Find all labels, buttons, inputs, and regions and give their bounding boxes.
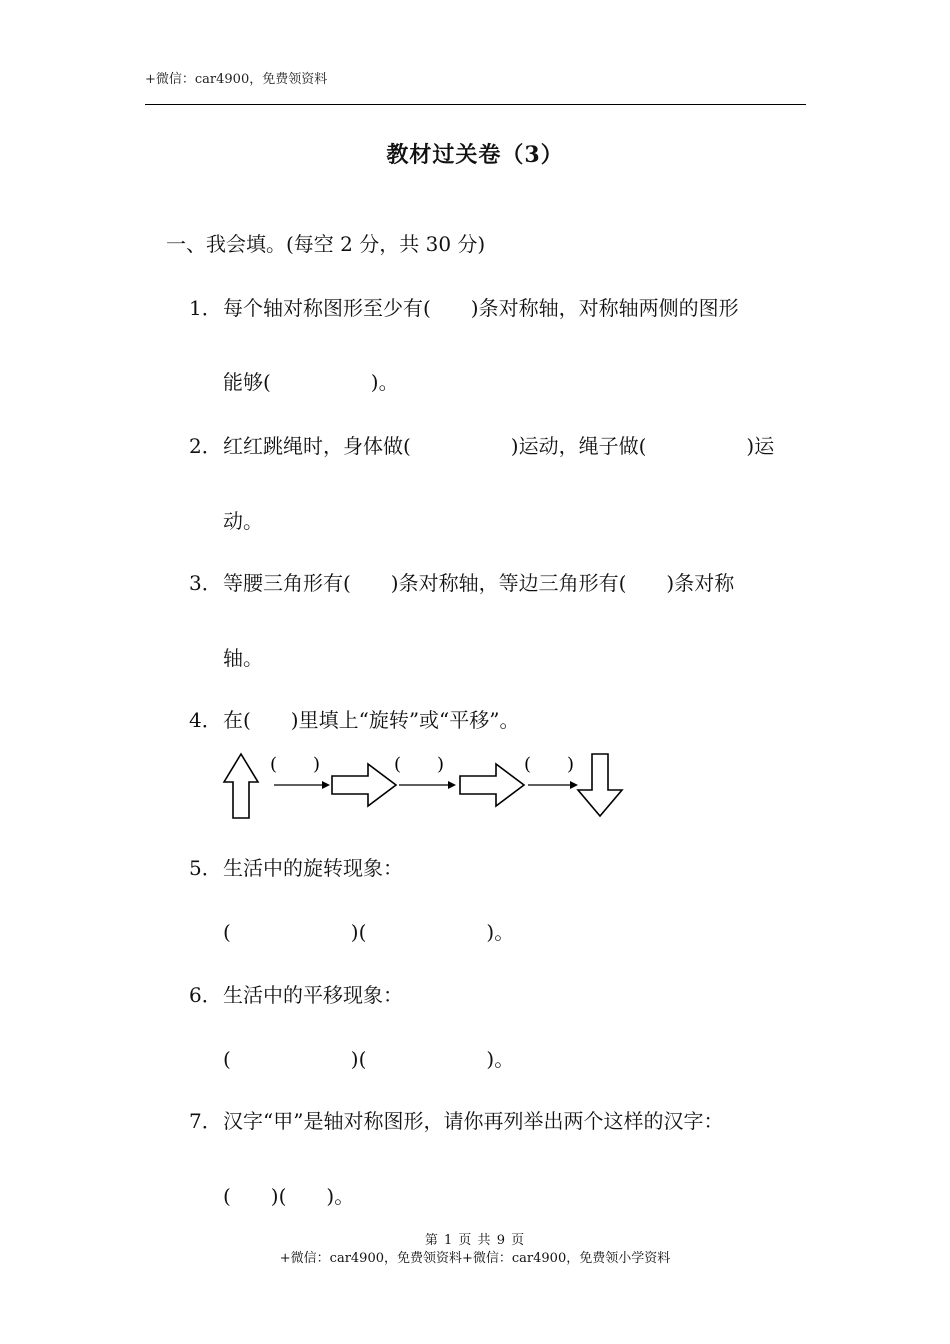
question-1-line-1: 每个轴对称图形至少有( )条对称轴，对称轴两侧的图形 bbox=[223, 296, 739, 320]
page-title: 教材过关卷（3） bbox=[386, 142, 564, 168]
right-arrow-shape-2 bbox=[460, 764, 524, 806]
section-heading: 一、我会填。(每空 2 分，共 30 分) bbox=[166, 232, 486, 256]
question-5-number: 5． bbox=[189, 856, 222, 880]
question-5-line-1: 生活中的旋转现象： bbox=[223, 856, 403, 880]
question-2-line-2: 动。 bbox=[223, 509, 263, 533]
footer-note: +微信：car4900，免费领资料+微信：car4900，免费领小学资料 bbox=[279, 1251, 671, 1266]
header-note: +微信：car4900，免费领资料 bbox=[145, 72, 328, 87]
question-7-line-2: ( )( )。 bbox=[223, 1184, 355, 1208]
connector-arrowhead-1 bbox=[322, 781, 330, 789]
question-2-line-1: 红红跳绳时，身体做( )运动，绳子做( )运 bbox=[223, 434, 775, 458]
diagram-blank-2: ( ) bbox=[394, 754, 445, 775]
question-3-line-2: 轴。 bbox=[223, 646, 263, 670]
question-1-number: 1． bbox=[189, 296, 222, 320]
question-3-line-1: 等腰三角形有( )条对称轴，等边三角形有( )条对称 bbox=[223, 571, 735, 595]
connector-arrowhead-2 bbox=[448, 781, 456, 789]
transform-diagram bbox=[218, 748, 638, 828]
question-7-line-1: 汉字“甲”是轴对称图形，请你再列举出两个这样的汉字： bbox=[223, 1109, 724, 1133]
question-6-line-2: ( )( )。 bbox=[223, 1047, 515, 1071]
question-2-number: 2． bbox=[189, 434, 222, 458]
question-6-number: 6． bbox=[189, 983, 222, 1007]
right-arrow-shape-1 bbox=[332, 764, 396, 806]
diagram-blank-3: ( ) bbox=[524, 754, 575, 775]
question-6-line-1: 生活中的平移现象： bbox=[223, 983, 403, 1007]
question-1-line-2: 能够( )。 bbox=[223, 370, 399, 394]
footer-page-number: 第 1 页 共 9 页 bbox=[424, 1233, 526, 1248]
connector-arrowhead-3 bbox=[570, 781, 578, 789]
question-3-number: 3． bbox=[189, 571, 222, 595]
question-4-line-1: 在( )里填上“旋转”或“平移”。 bbox=[223, 708, 520, 732]
header-rule bbox=[145, 104, 806, 105]
question-5-line-2: ( )( )。 bbox=[223, 920, 515, 944]
question-4-number: 4． bbox=[189, 708, 222, 732]
diagram-blank-1: ( ) bbox=[270, 754, 321, 775]
down-arrow-shape bbox=[578, 754, 622, 816]
up-arrow-shape bbox=[224, 754, 258, 818]
question-7-number: 7． bbox=[189, 1109, 222, 1133]
